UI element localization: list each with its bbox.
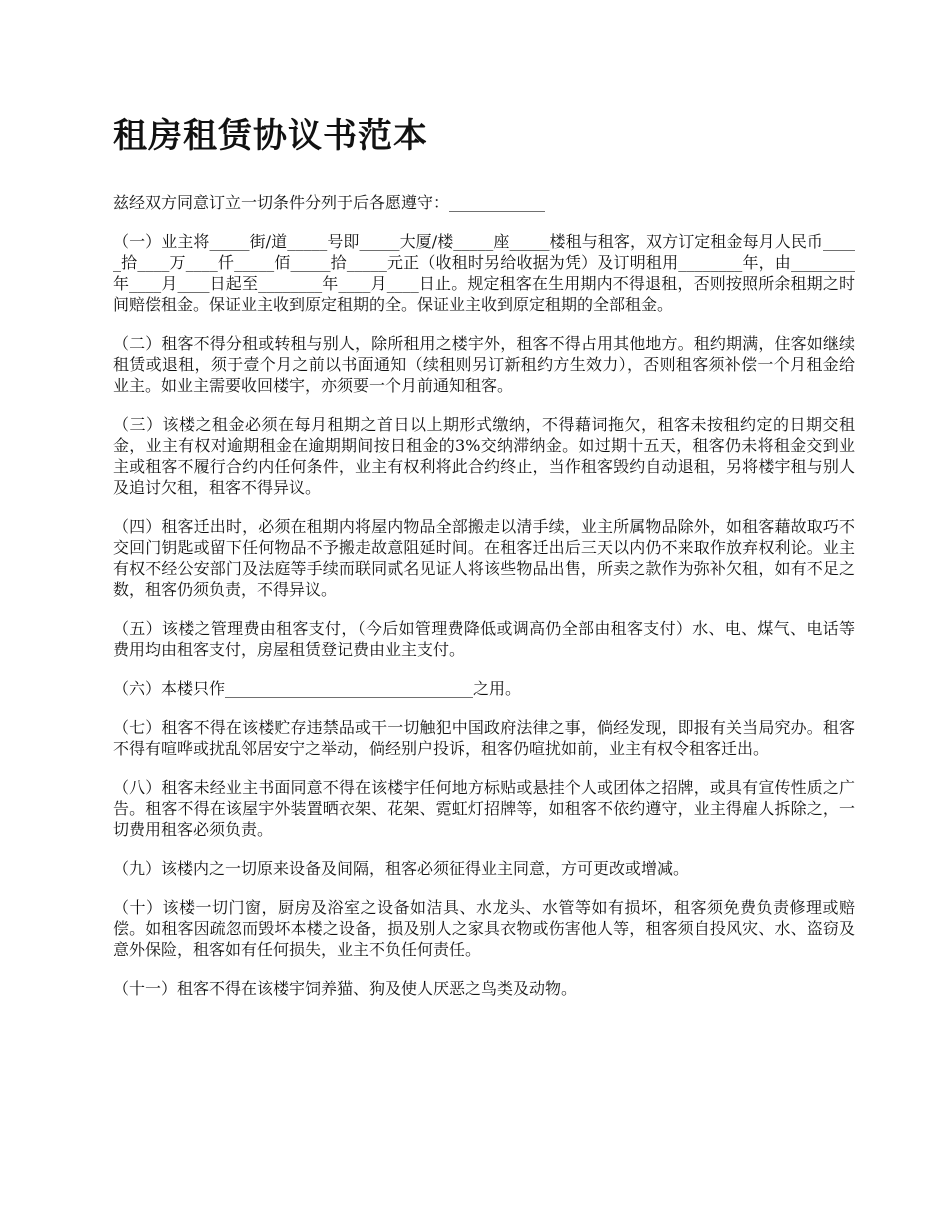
clause-4: （四）租客迁出时，必须在租期内将屋内物品全部搬走以清手续，业主所属物品除外，如租客藉故取巧不交回门钥匙或留下任何物品不予搬走故意阻延时间。在租客迁出后三天以内仍不来取作放弃权利论。业主有权不经公安部门及法庭等手续而联同贰名见证人将该些物品出售，所卖之款作为弥补欠租，如有不足之数，租客仍须负责，不得异议。 [113, 517, 855, 599]
intro-paragraph: 兹经双方同意订立一切条件分列于后各愿遵守：____________ [113, 193, 546, 212]
clause-8: （八）租客未经业主书面同意不得在该楼宇任何地方标贴或悬挂个人或团体之招牌，或具有宣传性质之广告。租客不得在该屋宇外装置晒衣架、花架、霓虹灯招牌等，如租客不依约遵守，业主得雇人拆除之，一切费用租客必须负责。 [113, 778, 855, 839]
clause-9: （九）该楼内之一切原来设备及间隔，租客必须征得业主同意，方可更改或增减。 [113, 859, 690, 878]
document-page [113, 112, 855, 1017]
document-title: 租房租赁协议书范本 [113, 116, 428, 156]
clause-3: （三）该楼之租金必须在每月租期之首日以上期形式缴纳，不得藉词拖欠，租客未按租约定的日期交租金，业主有权对逾期租金在逾期期间按日租金的3%交纳滞纳金。如过期十五天，租客仍未将租金交到业主或租客不履行合约内任何条件，业主有权利将此合约终止，当作租客毁约自动退租，另将楼宇租与别人及追讨欠租，租客不得异议。 [113, 415, 855, 497]
clause-7: （七）租客不得在该楼贮存违禁品或干一切触犯中国政府法律之事，倘经发现，即报有关当局究办。租客不得有喧哗或扰乱邻居安宁之举动，倘经别户投诉，租客仍喧扰如前，业主有权令租客迁出。 [113, 718, 855, 758]
clause-2: （二）租客不得分租或转租与别人，除所租用之楼宇外，租客不得占用其他地方。租约期满，住客如继续租赁或退租，须于壹个月之前以书面通知（续租则另订新租约方生效力），否则租客须补偿一个月租金给业主。如业主需要收回楼宇，亦须要一个月前通知租客。 [113, 334, 855, 395]
clause-1: （一）业主将_____街/道_____号即_____大厦/楼_____座_____楼租与租客，双方订定租金每月人民币_____拾____万____仟_____佰_____拾_____元正（收租时另给收据为凭）及订明租用________年，由________年____月____日起至________年____月____日止。规定租客在生用期内不得退租，否则按照所余租期之时间赔偿租金。保证业主收到原定租期的全。保证业主收到原定租期的全部租金。 [113, 232, 855, 314]
clause-6: （六）本楼只作_______________________________之用。 [113, 679, 522, 698]
clause-10: （十）该楼一切门窗，厨房及浴室之设备如洁具、水龙头、水管等如有损坏，租客须免费负责修理或赔偿。如租客因疏忽而毁坏本楼之设备，损及别人之家具衣物或伤害他人等，租客须自投风灾、水、盗窃及意外保险，租客如有任何损失，业主不负任何责任。 [113, 898, 855, 959]
clause-11: （十一）租客不得在该楼宇饲养猫、狗及使人厌恶之鸟类及动物。 [113, 979, 578, 998]
clause-5: （五）该楼之管理费由租客支付，（今后如管理费降低或调高仍全部由租客支付）水、电、煤气、电话等费用均由租客支付，房屋租赁登记费由业主支付。 [113, 619, 855, 659]
